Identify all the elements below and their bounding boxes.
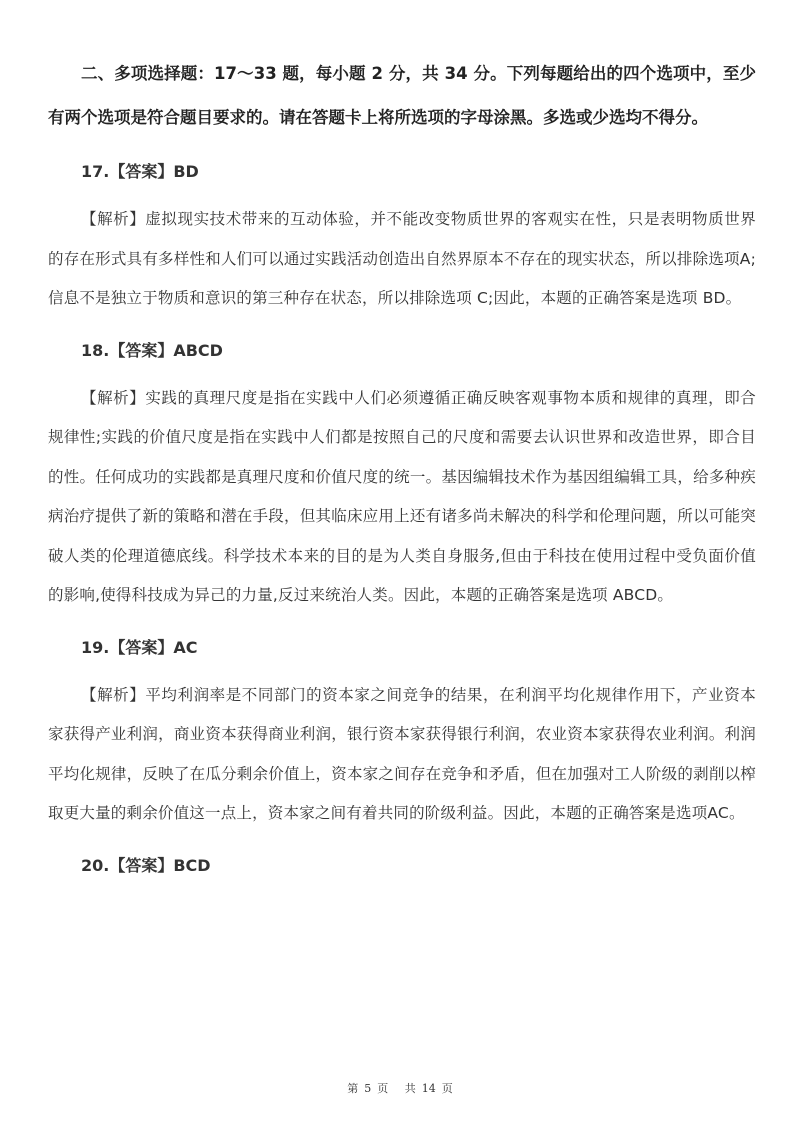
page-unit: 页	[377, 1082, 389, 1095]
total-prefix: 共	[404, 1082, 416, 1095]
explanation-17: 【解析】虚拟现实技术带来的互动体验，并不能改变物质世界的客观实在性，只是表明物质世界的存在形式具有多样性和人们可以通过实践活动创造出自然界原本不存在的现实状态，所以排除选项A;信息不是独立于物质和意识的第三种存在状态，所以排除选项 C;因此，本题的正确答案是选项 BD。	[48, 210, 756, 307]
answer-20: 20.【答案】BCD	[81, 855, 211, 875]
total-unit: 页	[441, 1082, 453, 1095]
answer-17: 17.【答案】BD	[81, 162, 199, 181]
total-pages: 14	[421, 1082, 436, 1095]
answer-19: 19.【答案】AC	[81, 637, 198, 657]
page-number: 5	[364, 1082, 372, 1095]
explanation-18: 【解析】实践的真理尺度是指在实践中人们必须遵循正确反映客观事物本质和规律的真理，即合规律性;实践的价值尺度是指在实践中人们都是按照自己的尺度和需要去认识世界和改造世界，即合目的性。任何成功的实践都是真理尺度和价值尺度的统一。基因编辑技术作为基因组编辑工具，给多种疾病治疗提供了新的策略和潜在手段，但其临床应用上还有诸多尚未解决的科学和伦理问题，所以可能突破人类的伦理道德底线。科学技术本来的目的是为人类自身服务,但由于科技在使用过程中受负面价值的影响,使得科技成为异己的力量,反过来统治人类。因此，本题的正确答案是选项 ABCD。	[48, 388, 756, 604]
section-heading: 二、多项选择题：17～33 题，每小题 2 分，共 34 分。下列每题给出的四个选项中，至少有两个选项是符合题目要求的。请在答题卡上将所选项的字母涂黑。多选或少选均不得分。	[48, 64, 756, 127]
answer-18: 18.【答案】ABCD	[81, 340, 223, 360]
page-prefix: 第	[347, 1082, 359, 1095]
page-footer	[0, 1080, 800, 1096]
document-page	[48, 52, 756, 880]
explanation-19: 【解析】平均利润率是不同部门的资本家之间竞争的结果，在利润平均化规律作用下，产业资本家获得产业利润，商业资本获得商业利润，银行资本家获得银行利润，农业资本家获得农业利润。利润平均化规律，反映了在瓜分剩余价值上，资本家之间存在竞争和矛盾，但在加强对工人阶级的剥削以榨取更大量的剩余价值这一点上，资本家之间有着共同的阶级利益。因此，本题的正确答案是选项AC。	[48, 685, 756, 822]
